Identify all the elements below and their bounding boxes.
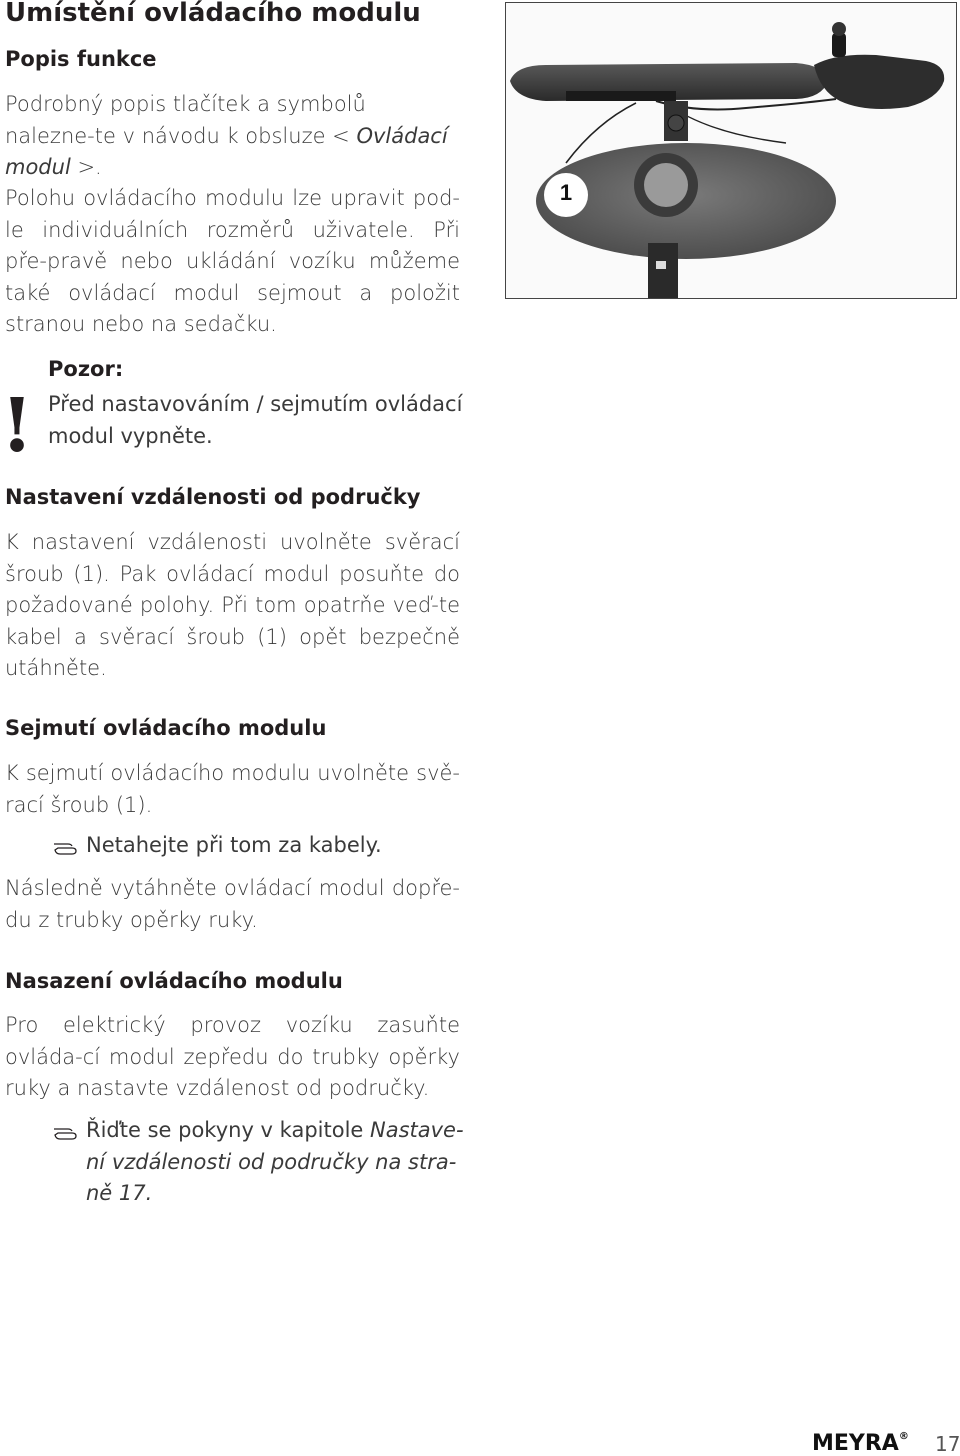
paragraph-removal-pull: Následně vytáhněte ovládací modul dopře-du z trubky opěrky ruky. [5,876,460,932]
page-number: 17 [935,1432,960,1456]
warning-icon: ! [0,383,34,469]
pointing-hand-icon [52,837,82,859]
bullet-attach-reference: Řiďte se pokyny v kapitole Nastave-ní vzdálenosti od područky na stra-ně 17. [86,1118,464,1205]
pointing-hand-icon [52,1122,82,1144]
control-module-photo [505,2,957,299]
paragraph-distance: K nastavení vzdálenosti uvolněte svěrací šroub (1). Pak ovládací modul posuňte do požadované polohy. Při tom opatrňe veď-te kabel a svěrací šroub (1) opět bezpečně utáhněte. [5,530,460,680]
warning-title: Pozor: [48,357,124,381]
callout-number: 1 [559,180,573,205]
section-heading-function: Popis funkce [5,47,157,71]
section-heading-attach: Nasazení ovládacího modulu [5,969,343,993]
control-module-illustration [506,3,957,299]
brand-logo: MEYRA® [812,1431,909,1456]
warning-text: Před nastavováním / sejmutím ovládací modul vypněte. [48,392,463,448]
paragraph-function-position: Polohu ovládacího modulu lze upravit pod-le individuálních rozměrů uživatele. Při pře-pravě nebo ukládání vozíku můžeme také ovládací modul sejmout a položit stranou nebo na sedačku. [5,186,460,336]
bullet-removal-cables: Netahejte při tom za kabely. [86,833,382,857]
section-heading-removal: Sejmutí ovládacího modulu [5,716,327,740]
paragraph-removal: K sejmutí ovládacího modulu uvolněte svě-rací šroub (1). [5,761,460,817]
section-heading-distance: Nastavení vzdálenosti od područky [5,485,421,509]
paragraph-function-intro: Podrobný popis tlačítek a symbolů nalezne-te v návodu k obsluze < Ovládací modul >. [5,92,448,179]
page-title: Umístění ovládacího modulu [5,0,421,28]
paragraph-attach: Pro elektrický provoz vozíku zasuňte ovláda-cí modul zepředu do trubky opěrky ruky a nastavte vzdálenost od područky. [5,1013,460,1100]
